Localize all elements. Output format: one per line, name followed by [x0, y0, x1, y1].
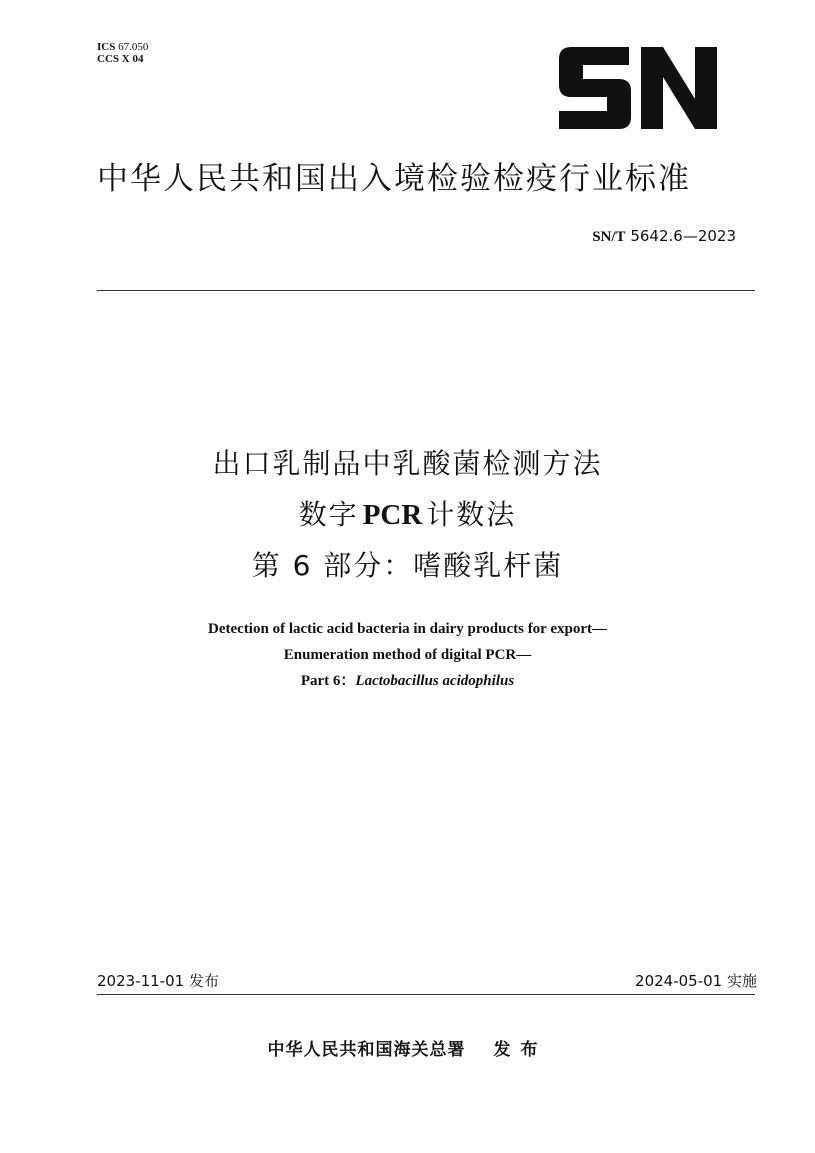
- title-en-species: Lactobacillus acidophilus: [355, 673, 515, 689]
- ccs-code: X 04: [121, 53, 144, 65]
- ics-line: [97, 41, 148, 53]
- sn-logo-text: SN: [557, 47, 559, 48]
- classification-block: [97, 41, 148, 65]
- issuer: [0, 1038, 815, 1062]
- title-cn-line3: 第 6 部分：嗜酸乳杆菌: [251, 549, 564, 582]
- ics-code: 67.050: [118, 41, 149, 53]
- title-cn-line2-b: 计数法: [426, 498, 517, 531]
- sn-logo-s-shape: [559, 47, 631, 129]
- title-cn-line2-latin: PCR: [362, 499, 423, 531]
- issue-date: 2023-11-01 发布: [97, 972, 219, 990]
- standard-prefix: SN/T: [592, 229, 626, 245]
- ccs-label: CCS: [97, 53, 120, 65]
- title-en-line1: Detection of lactic acid bacteria in dairy products for export—: [208, 621, 607, 637]
- bottom-divider: [97, 994, 755, 995]
- sn-logo-n-shape: [641, 47, 717, 129]
- sn-logo: [557, 47, 717, 129]
- implementation-date: 2024-05-01 实施: [635, 972, 757, 990]
- standard-number: [592, 226, 736, 247]
- org-title: 中华人民共和国出入境检验检疫行业标准: [97, 161, 691, 197]
- title-cn-line1: 出口乳制品中乳酸菌检测方法: [212, 447, 603, 480]
- title-en-line2: Enumeration method of digital PCR—: [283, 647, 532, 663]
- ics-label: ICS: [97, 41, 116, 53]
- issuer-name: 中华人民共和国海关总署: [267, 1040, 466, 1060]
- issuer-action: 发布: [493, 1040, 548, 1060]
- top-divider: [97, 290, 755, 291]
- standard-code: 5642.6—2023: [630, 227, 736, 245]
- title-en-line3-prefix: Part 6：: [300, 673, 356, 689]
- title-cn-line2-a: 数字: [298, 498, 359, 531]
- ccs-line: [97, 53, 148, 65]
- title-en-line3: [0, 670, 815, 692]
- title-cn-line2: [0, 495, 815, 535]
